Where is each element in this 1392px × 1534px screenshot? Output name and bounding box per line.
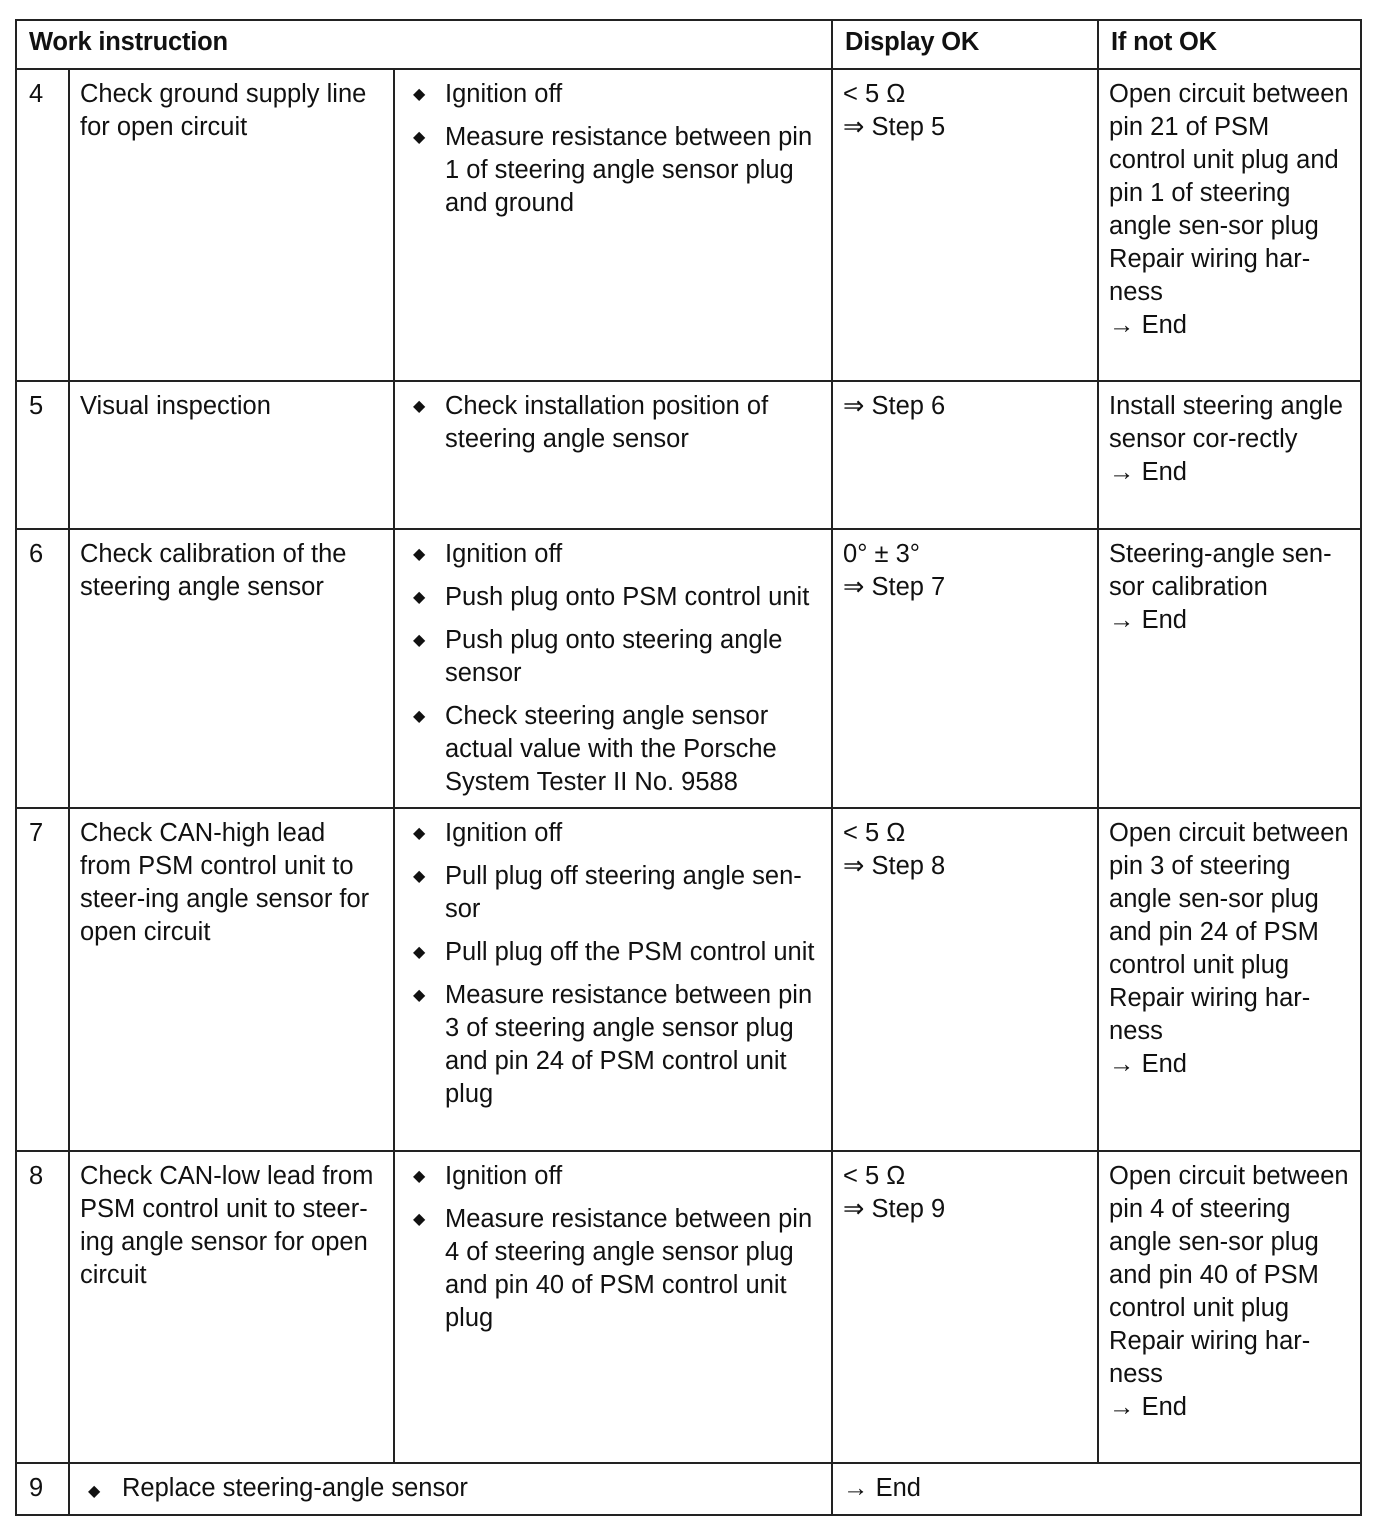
diamond-bullet-icon: ◆ — [413, 1211, 426, 1228]
step-procedure — [69, 1463, 832, 1515]
table-row — [16, 69, 1361, 381]
step-task: Check CAN-low lead from PSM control unit to steer-ing angle sensor for open circuit — [69, 1151, 394, 1463]
if-not-ok-cell — [1098, 529, 1361, 808]
display-ok-cell — [832, 529, 1098, 808]
display-ok-text: ⇒ Step 7 — [843, 573, 946, 601]
procedure-text: Ignition off — [445, 80, 563, 108]
table-row — [16, 529, 1361, 808]
display-ok-text: ⇒ Step 5 — [843, 113, 946, 141]
header-display-ok: Display OK — [832, 20, 1098, 69]
header-if-not-ok: If not OK — [1098, 20, 1361, 69]
diamond-bullet-icon: ◆ — [413, 708, 426, 725]
list-item — [405, 538, 821, 571]
diamond-bullet-icon: ◆ — [413, 825, 426, 842]
step-number: 7 — [16, 808, 69, 1151]
list-item — [405, 979, 821, 1111]
table-row — [16, 1151, 1361, 1463]
procedure-text: Measure resistance between pin 3 of steering angle sensor plug and pin 24 of PSM control unit plug — [445, 981, 813, 1108]
table-row — [16, 808, 1361, 1151]
display-ok-text: < 5 Ω — [843, 1162, 906, 1190]
procedure-text: Pull plug off steering angle sen-sor — [445, 862, 802, 923]
if-not-ok-text: Open circuit between pin 4 of steering angle sen-sor plug and pin 40 of PSM control unit plug — [1109, 1162, 1349, 1322]
list-item — [405, 78, 821, 111]
if-not-ok-text: Repair wiring har-ness — [1109, 984, 1311, 1045]
procedure-text: Ignition off — [445, 819, 563, 847]
if-not-ok-text: Open circuit between pin 21 of PSM control unit plug and pin 1 of steering angle sen-sor plug — [1109, 80, 1349, 240]
step-task: Check CAN-high lead from PSM control unit to steer-ing angle sensor for open circuit — [69, 808, 394, 1151]
if-not-ok-text: Repair wiring har-ness — [1109, 1327, 1311, 1388]
work-instruction-table — [15, 19, 1362, 1516]
procedure-list — [405, 1160, 821, 1335]
display-ok-text: 0° ± 3° — [843, 540, 920, 568]
procedure-list — [405, 538, 821, 799]
if-not-ok-text: Install steering angle sensor cor-rectly — [1109, 392, 1343, 453]
display-ok-text: < 5 Ω — [843, 80, 906, 108]
diamond-bullet-icon: ◆ — [413, 944, 426, 961]
list-item — [405, 581, 821, 614]
step-number: 5 — [16, 381, 69, 529]
diamond-bullet-icon: ◆ — [413, 1168, 426, 1185]
list-item — [405, 390, 821, 456]
if-not-ok-cell — [1098, 808, 1361, 1151]
table-row — [16, 381, 1361, 529]
diamond-bullet-icon: ◆ — [413, 632, 426, 649]
display-ok-cell — [832, 381, 1098, 529]
display-ok-text: ⇒ Step 6 — [843, 392, 946, 420]
procedure-text: Check installation position of steering angle sensor — [445, 392, 769, 453]
diamond-bullet-icon: ◆ — [413, 546, 426, 563]
header-work-instruction: Work instruction — [16, 20, 832, 69]
list-item — [405, 1160, 821, 1193]
list-item — [405, 624, 821, 690]
step-procedure — [394, 529, 832, 808]
procedure-text: Push plug onto PSM control unit — [445, 583, 810, 611]
step-number: 8 — [16, 1151, 69, 1463]
step-task: Visual inspection — [69, 381, 394, 529]
procedure-text: Ignition off — [445, 1162, 563, 1190]
step-task: Check ground supply line for open circuit — [69, 69, 394, 381]
step-task: Check calibration of the steering angle sensor — [69, 529, 394, 808]
list-item — [405, 860, 821, 926]
step-procedure — [394, 1151, 832, 1463]
diamond-bullet-icon: ◆ — [413, 129, 426, 146]
if-not-ok-text: → End — [1109, 1393, 1187, 1421]
step-procedure — [394, 381, 832, 529]
diamond-bullet-icon: ◆ — [413, 86, 426, 103]
step-procedure — [394, 69, 832, 381]
diamond-bullet-icon: ◆ — [88, 1483, 101, 1500]
display-ok-cell — [832, 1151, 1098, 1463]
if-not-ok-text: → End — [1109, 458, 1187, 486]
if-not-ok-text: → End — [1109, 1050, 1187, 1078]
procedure-text: Push plug onto steering angle sensor — [445, 626, 783, 687]
step-number: 6 — [16, 529, 69, 808]
if-not-ok-text: Open circuit between pin 3 of steering angle sen-sor plug and pin 24 of PSM control unit plug — [1109, 819, 1349, 979]
procedure-text: Ignition off — [445, 540, 563, 568]
table-header-row — [16, 20, 1361, 69]
display-ok-cell — [832, 808, 1098, 1151]
procedure-text: Replace steering-angle sensor — [122, 1474, 468, 1502]
display-ok-cell: → End — [832, 1463, 1361, 1515]
procedure-list — [405, 390, 821, 456]
step-number: 9 — [16, 1463, 69, 1515]
display-ok-text: ⇒ Step 9 — [843, 1195, 946, 1223]
diamond-bullet-icon: ◆ — [413, 987, 426, 1004]
step-number: 4 — [16, 69, 69, 381]
diamond-bullet-icon: ◆ — [413, 589, 426, 606]
if-not-ok-text: → End — [1109, 311, 1187, 339]
list-item — [405, 121, 821, 220]
display-ok-text: < 5 Ω — [843, 819, 906, 847]
if-not-ok-text: Repair wiring har-ness — [1109, 245, 1311, 306]
if-not-ok-text: Steering-angle sen-sor calibration — [1109, 540, 1332, 601]
if-not-ok-cell — [1098, 381, 1361, 529]
display-ok-cell — [832, 69, 1098, 381]
table-row — [16, 1463, 1361, 1515]
list-item — [405, 817, 821, 850]
procedure-text: Pull plug off the PSM control unit — [445, 938, 815, 966]
procedure-list — [405, 817, 821, 1111]
procedure-text: Measure resistance between pin 4 of steering angle sensor plug and pin 40 of PSM control unit plug — [445, 1205, 813, 1332]
list-item — [405, 700, 821, 799]
diamond-bullet-icon: ◆ — [413, 398, 426, 415]
if-not-ok-cell — [1098, 1151, 1361, 1463]
display-ok-text: ⇒ Step 8 — [843, 852, 946, 880]
list-item — [405, 1203, 821, 1335]
list-item — [405, 936, 821, 969]
procedure-text: Check steering angle sensor actual value with the Porsche System Tester II No. 9588 — [445, 702, 777, 796]
procedure-list — [405, 78, 821, 220]
diamond-bullet-icon: ◆ — [413, 868, 426, 885]
procedure-text: Measure resistance between pin 1 of steering angle sensor plug and ground — [445, 123, 813, 217]
if-not-ok-text: → End — [1109, 606, 1187, 634]
step-procedure — [394, 808, 832, 1151]
if-not-ok-cell — [1098, 69, 1361, 381]
